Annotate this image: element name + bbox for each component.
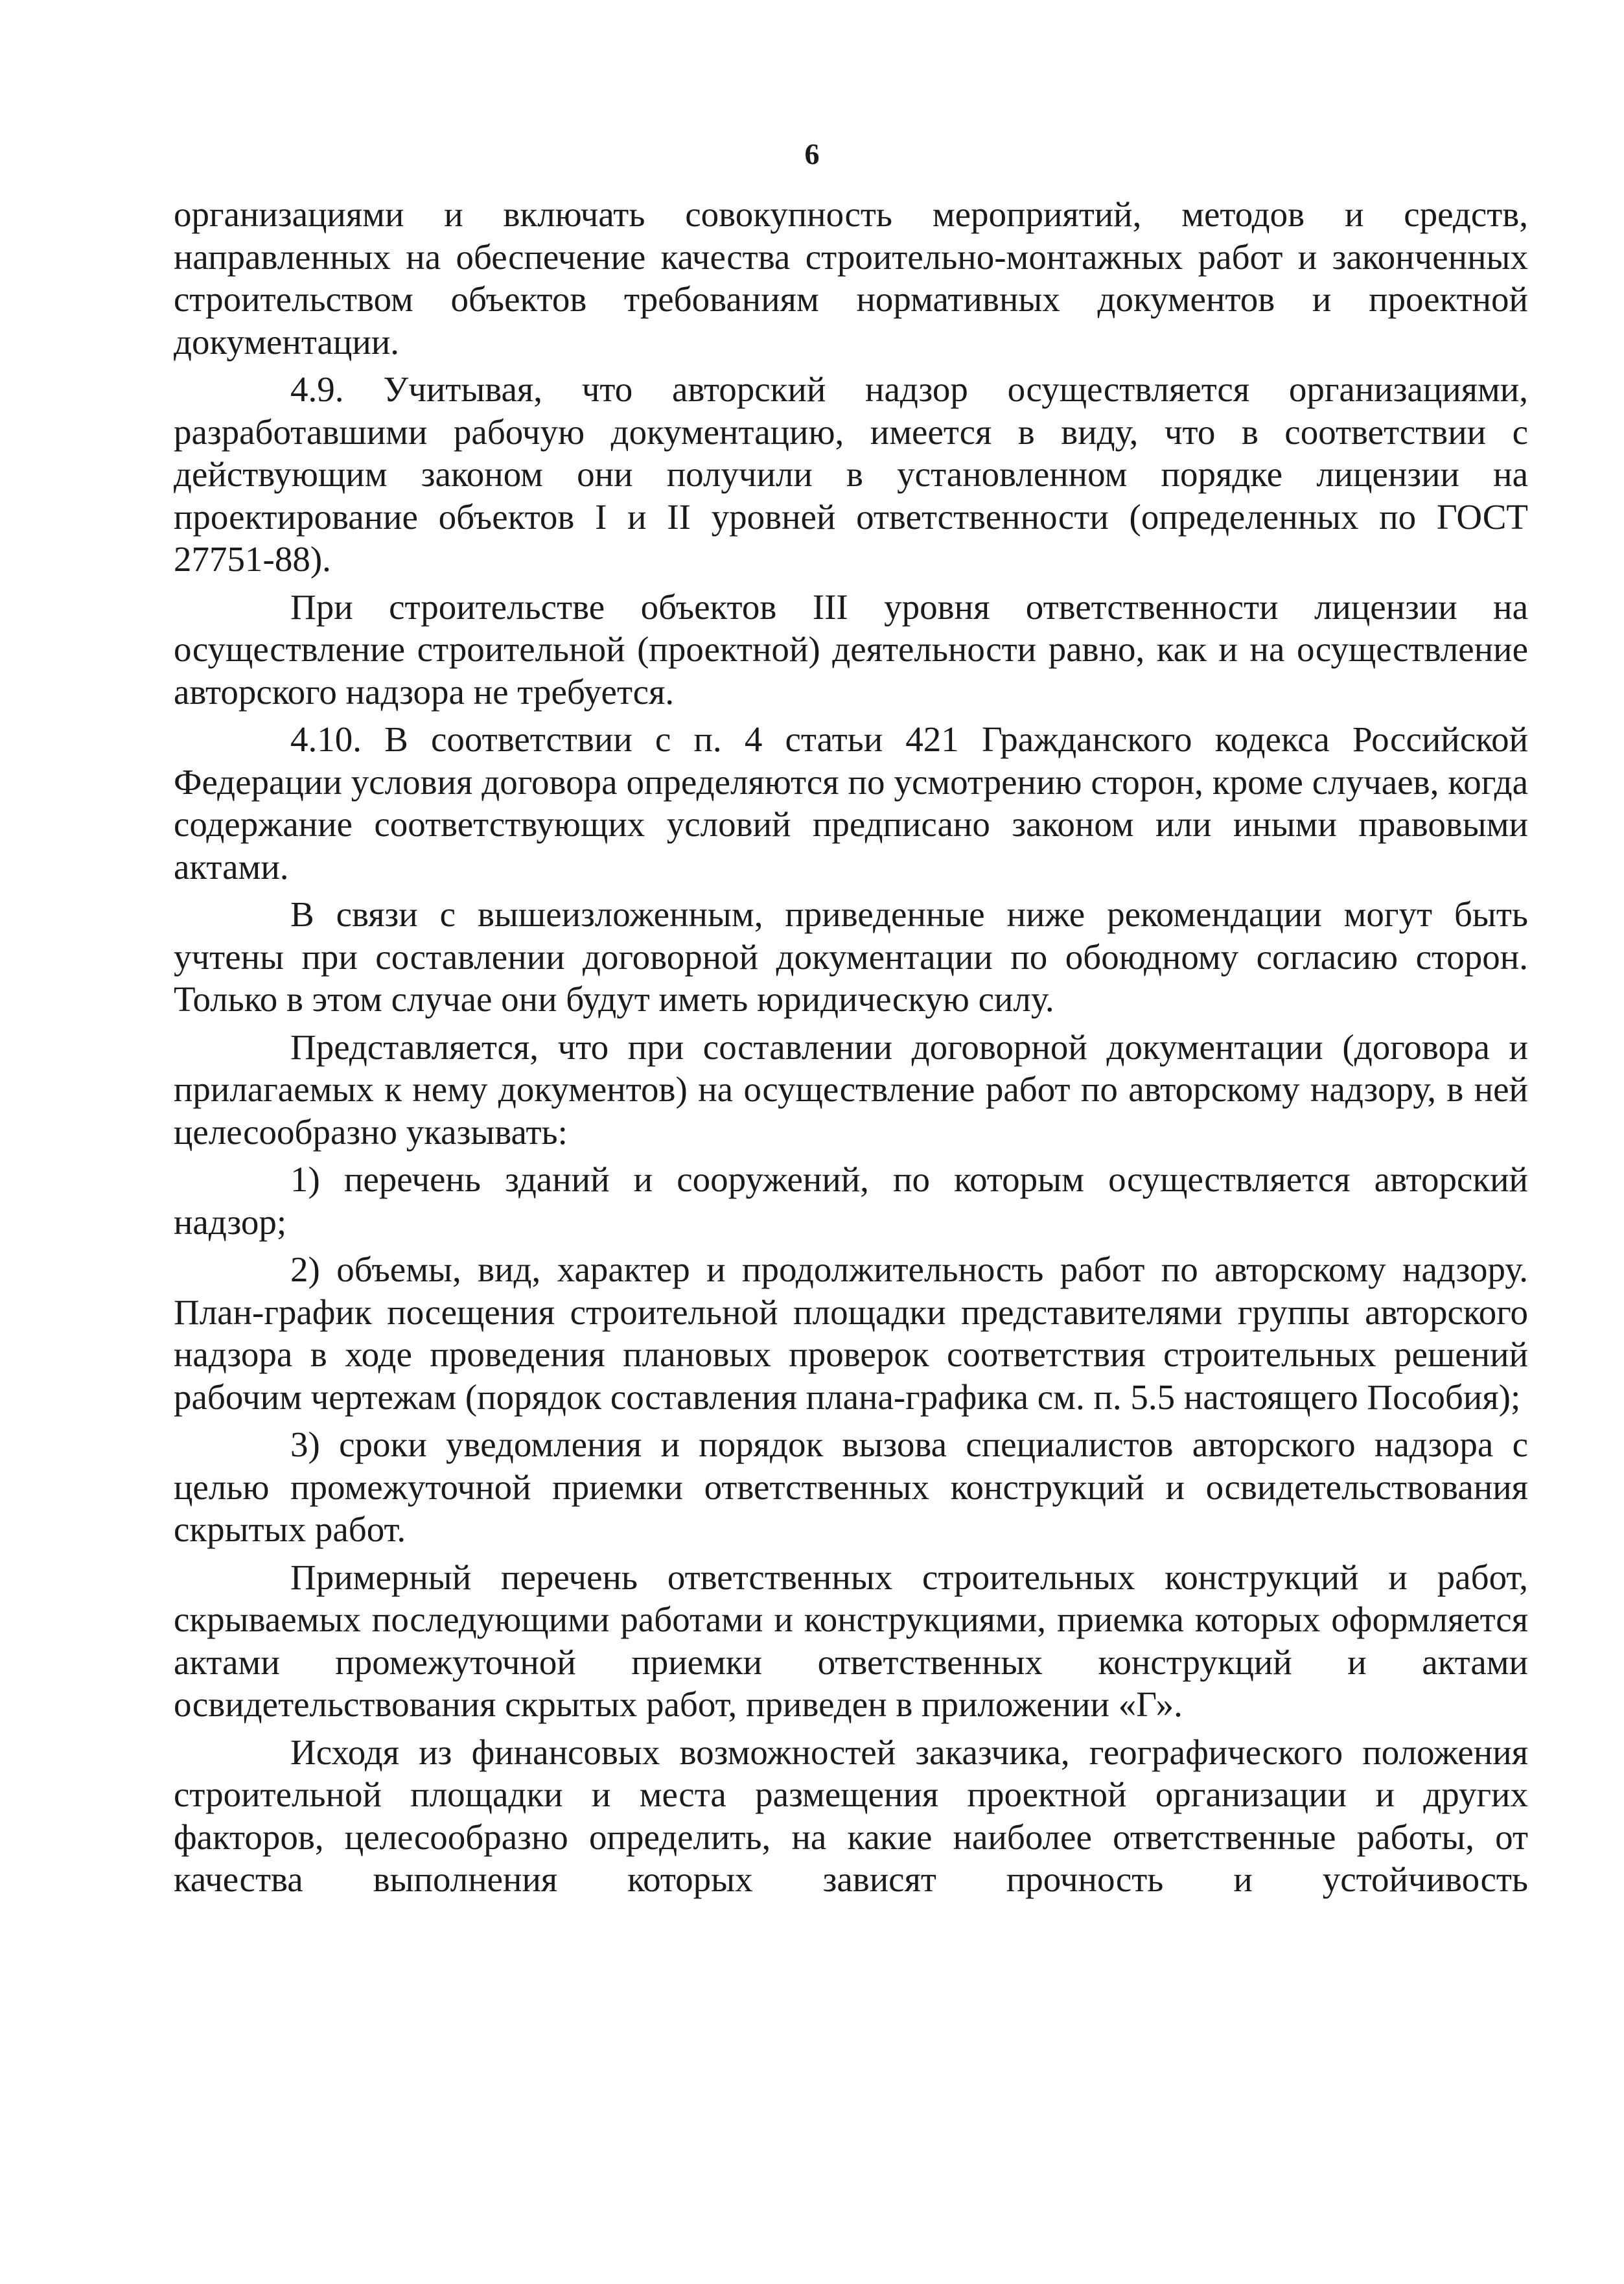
- page-number: 6: [804, 137, 820, 170]
- paragraph-financial-capabilities: Исходя из финансовых возможностей заказчика, географического положения строительной площадки и места размещения проектной организации и других факторов, целесообразно определить, на какие наиболее ответственные работы, от качества выполнения которых зависят прочность и устойчивость: [174, 1732, 1528, 1899]
- list-item-3: 3) сроки уведомления и порядок вызова специалистов авторского надзора с целью промежуточной приемки ответственных конструкций и освидетельствования скрытых работ.: [174, 1425, 1528, 1549]
- paragraph-license-level-3: При строительстве объектов III уровня ответственности лицензии на осуществление строительной (проектной) деятельности равно, как и на осуществление авторского надзора не требуется.: [174, 587, 1528, 712]
- paragraph-approximate-list: Примерный перечень ответственных строительных конструкций и работ, скрываемых последующими работами и конструкциями, приемка которых оформляется актами промежуточной приемки ответственных конструкций и актами освидетельствования скрытых работ, приведен в приложении «Г».: [174, 1557, 1528, 1724]
- paragraph-recommendations: В связи с вышеизложенным, приведенные ниже рекомендации могут быть учтены при составлении договорной документации по обоюдному согласию сторон. Только в этом случае они будут иметь юридическую силу.: [174, 894, 1528, 1019]
- list-item-2: 2) объемы, вид, характер и продолжительность работ по авторскому надзору. План-график посещения строительной площадки представителями группы авторского надзора в ходе проведения плановых проверок соответствия строительных решений рабочим чертежам (порядок составления плана-графика см. п. 5.5 настоящего Пособия);: [174, 1250, 1528, 1417]
- paragraph-contract-documentation: Представляется, что при составлении договорной документации (договора и прилагаемых к нему документов) на осуществление работ по авторскому надзору, в ней целесообразно указывать:: [174, 1027, 1528, 1152]
- body-text: [174, 193, 1528, 1906]
- paragraph-continuation: организациями и включать совокупность мероприятий, методов и средств, направленных на обеспечение качества строительно-монтажных работ и законченных строительством объектов требованиям нормативных документов и проектной документации.: [174, 194, 1528, 362]
- paragraph-4-10: 4.10. В соответствии с п. 4 статьи 421 Гражданского кодекса Российской Федерации условия договора определяются по усмотрению сторон, кроме случаев, когда содержание соответствующих условий предписано законом или иными правовыми актами.: [174, 719, 1528, 887]
- paragraph-4-9: 4.9. Учитывая, что авторский надзор осуществляется организациями, разработавшими рабочую документацию, имеется в виду, что в соответствии с действующим законом они получили в установленном порядке лицензии на проектирование объектов I и II уровней ответственности (определенных по ГОСТ 27751-88).: [174, 369, 1528, 579]
- list-item-1: 1) перечень зданий и сооружений, по которым осуществляется авторский надзор;: [174, 1159, 1528, 1242]
